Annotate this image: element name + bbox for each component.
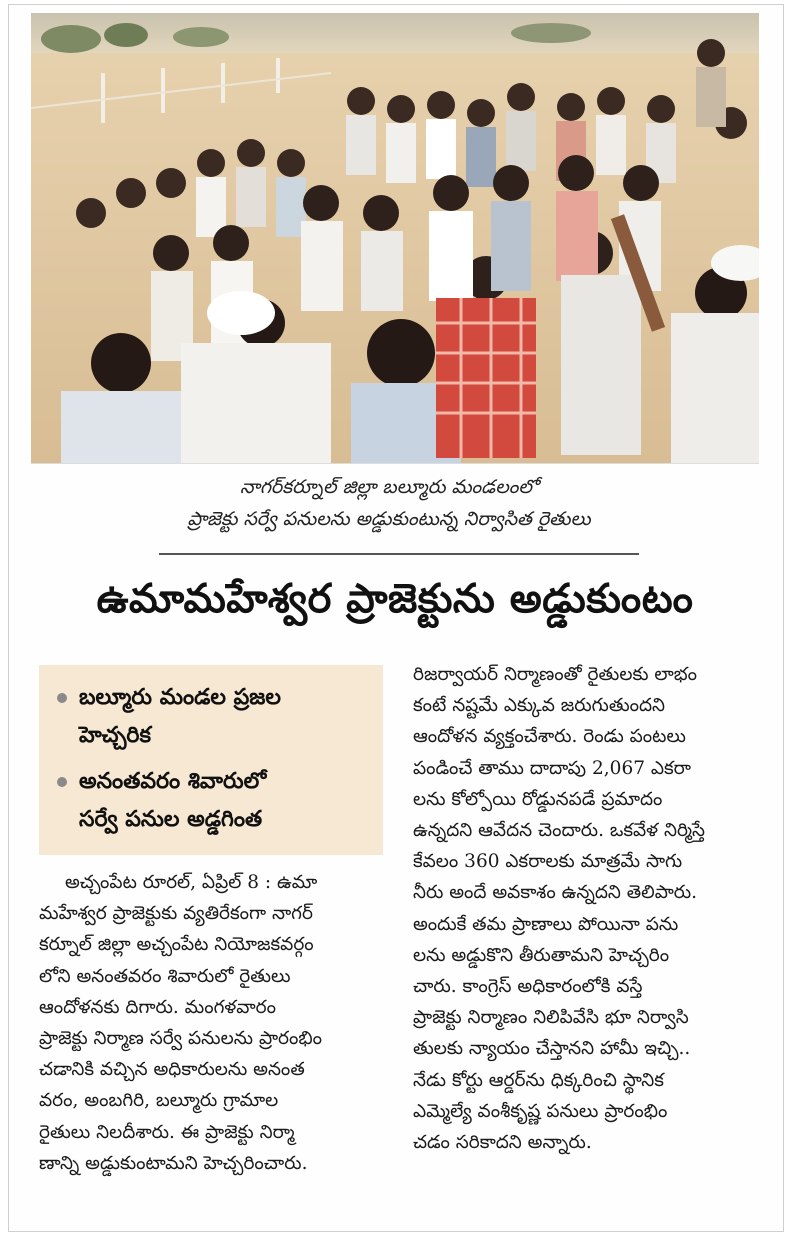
body-line: పండించే తాము దాదాపు 2,067 ఎకరా: [413, 757, 692, 779]
caption-line-1: నాగర్‌కర్నూల్ జిల్లా బల్మూరు మండలంలో: [240, 476, 538, 498]
body-line: అచ్చంపేట రూరల్, ఏప్రిల్ 8 : ఉమా: [65, 872, 318, 893]
highlight-item: [57, 679, 371, 755]
body-line: ణాన్ని అడ్డుకుంటామని హెచ్చరించారు.: [39, 1152, 308, 1174]
highlight-item: [57, 763, 371, 839]
body-line: కేవలం 360 ఎకరాలకు మాత్రమే సాగు: [413, 851, 683, 873]
body-line: చడం సరికాదని అన్నారు.: [413, 1132, 592, 1154]
body-line: చారు. కాంగ్రెస్ అధికారంలోకి వస్తే: [413, 976, 643, 998]
body-line: లను కోల్పోయి రోడ్డునపడే ప్రమాదం: [413, 788, 663, 810]
body-line: రైతులు నిలదీశారు. ఈ ప్రాజెక్టు నిర్మా: [39, 1121, 295, 1143]
photo-crowd-image: [31, 13, 759, 463]
body-line: ఆందోళనకు దిగారు. మంగళవారం: [39, 996, 277, 1018]
caption-divider: [159, 553, 639, 555]
highlight-line: సర్వే పనుల అడ్డగింత: [79, 807, 263, 832]
body-line: వరం, అంబగిరి, బల్మూరు గ్రామాల: [39, 1090, 279, 1112]
photo-caption: [69, 471, 709, 535]
body-line: కంటే నష్టమే ఎక్కువ జరుగుతుందని: [413, 695, 666, 717]
body-line: ఎమ్మెల్యే వంశీకృష్ణ పనులు ప్రారంభిం: [413, 1100, 668, 1122]
highlight-line: హెచ్చరిక: [79, 723, 151, 748]
body-line: తులకు న్యాయం చేస్తానని హామీ ఇచ్చి..: [413, 1038, 691, 1060]
highlight-line: బల్మూరు మండల ప్రజల: [79, 685, 281, 710]
body-line: ఆందోళన వ్యక్తంచేశారు. రెండు పంటలు: [413, 726, 686, 748]
body-line: నీరు అందే అవకాశం ఉన్నదని తెలిపారు.: [413, 882, 698, 904]
body-line: రిజర్వాయర్ నిర్మాణంతో రైతులకు లాభం: [413, 664, 698, 685]
article-headline: ఉమామహేశ్వర ప్రాజెక్టును అడ్డుకుంటం: [96, 576, 694, 622]
highlight-line: అనంతవరం శివారులో: [79, 769, 267, 794]
bullet-icon: [57, 777, 67, 787]
body-line: లోని అనంతవరం శివారులో రైతులు: [39, 965, 291, 987]
newspaper-clipping: [8, 4, 784, 1232]
body-line: లను అడ్డుకొని తీరుతామని హెచ్చరిం: [413, 944, 670, 966]
bullet-icon: [57, 693, 67, 703]
body-line: ప్రాజెక్టు నిర్మాణం నిలిపివేసి భూ నిర్వాసి: [413, 1007, 689, 1029]
article-body-left-column: [39, 867, 387, 1179]
caption-line-2: ప్రాజెక్టు సర్వే పనులను అడ్డుకుంటున్న నిర్వాసిత రైతులు: [187, 508, 591, 530]
body-line: నేడు కోర్టు ఆర్డర్‌ను ధిక్కరించి స్థానిక: [413, 1069, 664, 1091]
body-line: ఉన్నదని ఆవేదన చెందారు. ఒకవేళ నిర్మిస్తే: [413, 820, 706, 842]
body-line: ప్రాజెక్టు నిర్మాణ సర్వే పనులను ప్రారంభిం: [39, 1028, 323, 1050]
body-line: మహేశ్వర ప్రాజెక్టుకు వ్యతిరేకంగా నాగర్: [39, 903, 313, 925]
body-line: కర్నూల్ జిల్లా అచ్చంపేట నియోజకవర్గం: [39, 934, 314, 956]
highlights-box: [39, 665, 383, 855]
news-photo: [31, 13, 759, 464]
article-body-right-column: [413, 659, 763, 1158]
body-line: చడానికి వచ్చిన అధికారులను అనంత: [39, 1059, 305, 1081]
body-line: అందుకే తమ ప్రాణాలు పోయినా పను: [413, 913, 679, 935]
